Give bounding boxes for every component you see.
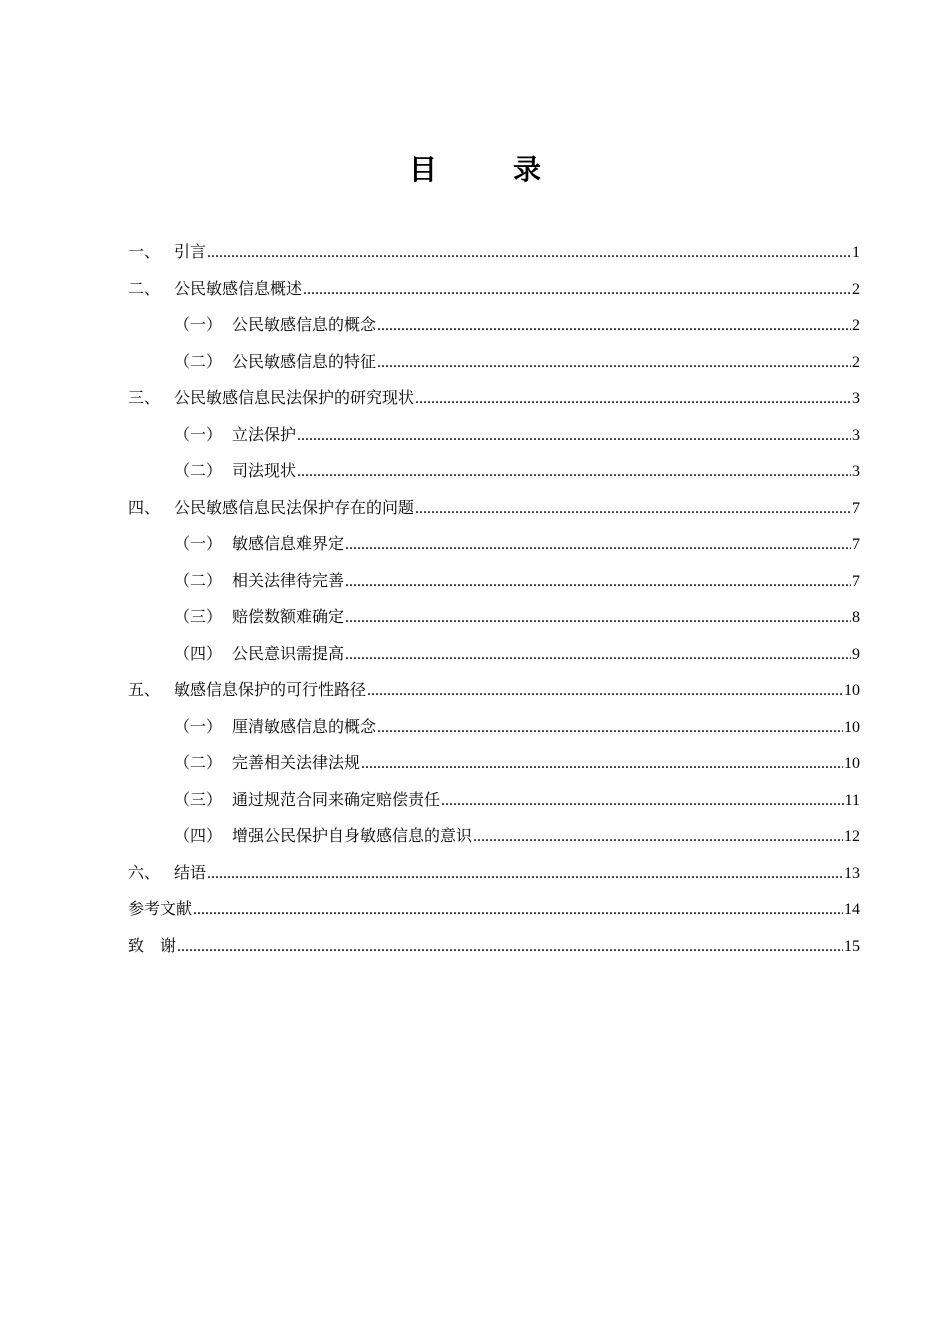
toc-entry-page-number: 7 (852, 572, 860, 590)
toc-entry-title: 公民敏感信息民法保护的研究现状 (174, 388, 415, 407)
page-title: 目 录 (408, 153, 565, 186)
toc-entry-number: （一） (174, 315, 223, 334)
toc-entry-page-number: 10 (844, 718, 860, 736)
toc-entry[interactable] (128, 782, 860, 819)
toc-entry-page-number: 1 (852, 244, 860, 261)
toc-dot-leader (345, 637, 851, 674)
toc-entry-title: 公民敏感信息的概念 (232, 315, 377, 334)
toc-entry-number: （三） (174, 607, 223, 626)
toc-dot-leader (207, 235, 851, 272)
toc-entry-title: 通过规范合同来确定赔偿责任 (232, 789, 441, 809)
toc-entry-page-number: 8 (852, 609, 860, 626)
toc-dot-leader (177, 929, 843, 966)
toc-entry[interactable] (128, 672, 860, 709)
toc-entry-number: （一） (174, 716, 223, 736)
toc-entry-title: 赔偿数额难确定 (232, 607, 345, 626)
toc-entry-page-number: 11 (844, 791, 860, 809)
toc-entry-title: 完善相关法律法规 (232, 753, 361, 772)
toc-entry-page-number: 7 (852, 536, 860, 553)
toc-dot-leader (377, 710, 843, 747)
toc-entry-title: 敏感信息保护的可行性路径 (174, 680, 367, 699)
toc-entry-number: （一） (174, 534, 223, 553)
toc-entry-page-number: 3 (852, 390, 860, 407)
toc-entry-number: （四） (174, 643, 223, 663)
toc-entry[interactable] (128, 709, 860, 746)
toc-entry[interactable] (128, 745, 860, 782)
table-of-contents (128, 234, 860, 964)
toc-entry[interactable] (128, 307, 860, 344)
toc-entry[interactable] (128, 563, 860, 600)
toc-entry-page-number: 3 (852, 426, 860, 444)
toc-entry-number: （二） (174, 570, 223, 590)
toc-entry-number: 四、 (128, 497, 161, 517)
toc-dot-leader (377, 308, 851, 345)
toc-entry-title: 公民意识需提高 (232, 643, 345, 663)
toc-entry-title: 司法现状 (232, 461, 297, 480)
toc-entry[interactable] (128, 417, 860, 454)
toc-dot-leader (345, 564, 851, 601)
toc-entry-number: （一） (174, 424, 223, 444)
toc-dot-leader (303, 272, 851, 309)
toc-entry-number: 二、 (128, 278, 161, 298)
toc-entry[interactable] (128, 636, 860, 673)
toc-entry-page-number: 15 (844, 937, 860, 955)
toc-dot-leader (345, 600, 851, 637)
toc-entry-title: 公民敏感信息民法保护存在的问题 (174, 497, 415, 517)
toc-entry[interactable] (128, 380, 860, 417)
toc-entry-title: 增强公民保护自身敏感信息的意识 (232, 826, 473, 845)
toc-entry-page-number: 10 (844, 755, 860, 772)
toc-dot-leader (193, 892, 843, 929)
toc-dot-leader (415, 381, 851, 418)
toc-dot-leader (297, 454, 851, 491)
toc-entry-title: 厘清敏感信息的概念 (232, 716, 377, 736)
toc-dot-leader (297, 418, 851, 455)
toc-entry[interactable] (128, 271, 860, 308)
toc-entry-page-number: 10 (844, 682, 860, 699)
toc-dot-leader (473, 819, 843, 856)
toc-entry-page-number: 2 (852, 280, 860, 298)
toc-dot-leader (361, 746, 843, 783)
toc-entry[interactable] (128, 234, 860, 271)
toc-entry-title: 敏感信息难界定 (232, 534, 345, 553)
toc-entry-title: 相关法律待完善 (232, 570, 345, 590)
toc-entry-title: 立法保护 (232, 424, 297, 444)
toc-dot-leader (345, 527, 851, 564)
toc-dot-leader (415, 491, 851, 528)
toc-entry-number: （二） (174, 461, 223, 480)
toc-entry-number: （四） (174, 826, 223, 845)
toc-entry-page-number: 7 (852, 499, 860, 517)
toc-entry-number: （二） (174, 351, 223, 371)
toc-entry-number: （二） (174, 753, 223, 772)
toc-entry-page-number: 14 (844, 901, 860, 918)
toc-entry-number: 三、 (128, 388, 161, 407)
toc-entry[interactable] (128, 599, 860, 636)
toc-entry-page-number: 3 (852, 463, 860, 480)
toc-entry-page-number: 2 (852, 317, 860, 334)
toc-entry[interactable] (128, 453, 860, 490)
toc-entry-page-number: 2 (852, 353, 860, 371)
toc-entry-number: 六、 (128, 862, 161, 882)
toc-entry-page-number: 12 (844, 828, 860, 845)
toc-entry-number: 一、 (128, 242, 161, 261)
toc-entry-title: 公民敏感信息的特征 (232, 351, 377, 371)
toc-entry-page-number: 9 (852, 645, 860, 663)
toc-entry-title: 参考文献 (128, 899, 193, 918)
toc-dot-leader (367, 673, 843, 710)
toc-entry-title: 公民敏感信息概述 (174, 278, 303, 298)
toc-entry-number: （三） (174, 789, 223, 809)
toc-entry-title: 致 谢 (128, 935, 177, 955)
toc-entry[interactable] (128, 855, 860, 892)
toc-entry[interactable] (128, 928, 860, 965)
toc-entry[interactable] (128, 526, 860, 563)
toc-dot-leader (207, 856, 843, 893)
toc-dot-leader (441, 783, 844, 820)
toc-entry[interactable] (128, 818, 860, 855)
toc-entry-number: 五、 (128, 680, 161, 699)
toc-entry-page-number: 13 (844, 864, 860, 882)
toc-entry[interactable] (128, 891, 860, 928)
toc-dot-leader (377, 345, 851, 382)
toc-entry-title: 引言 (174, 242, 207, 261)
toc-entry[interactable] (128, 344, 860, 381)
toc-entry-title: 结语 (174, 862, 207, 882)
toc-entry[interactable] (128, 490, 860, 527)
